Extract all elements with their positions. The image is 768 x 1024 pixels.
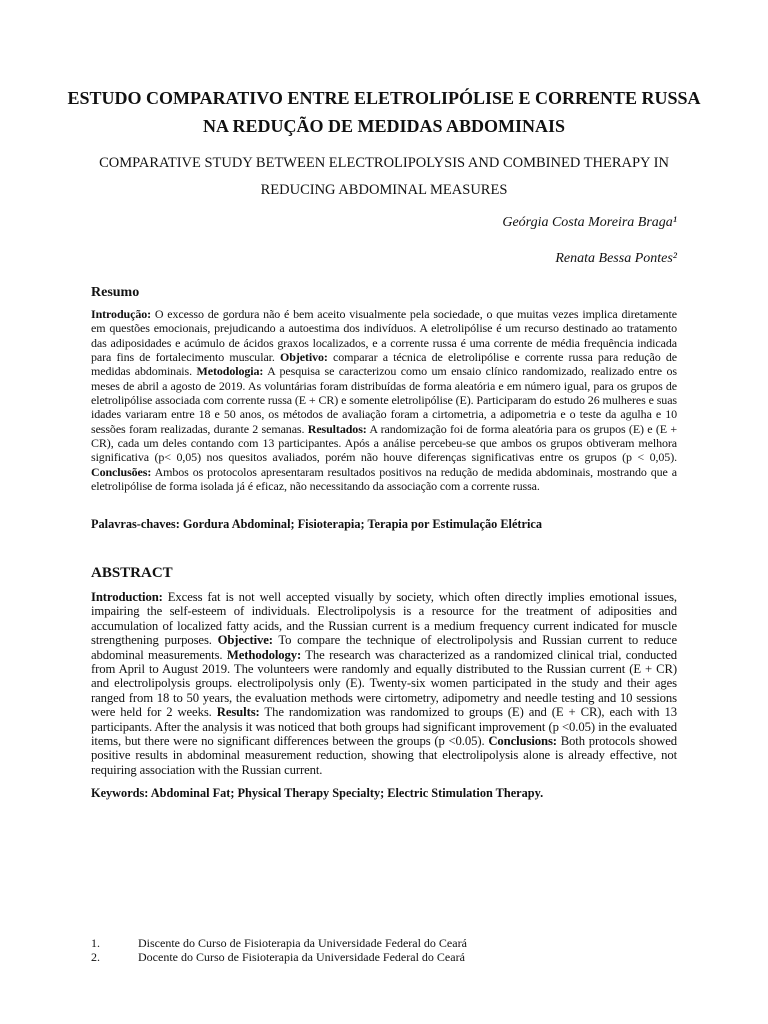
paper-subtitle: COMPARATIVE STUDY BETWEEN ELECTROLIPOLYSIS AND COMBINED THERAPY IN REDUCING ABDOMINAL MEASURES xyxy=(99,155,669,198)
abstract-method-label: Methodology: xyxy=(226,647,302,662)
resumo-conclusion-label: Conclusões: xyxy=(91,464,152,479)
footnote-number: 1. xyxy=(91,936,100,950)
paper-title: ESTUDO COMPARATIVO ENTRE ELETROLIPÓLISE E CORRENTE RUSSA NA REDUÇÃO DE MEDIDAS ABDOMINAIS xyxy=(67,88,701,136)
resumo-method-text: A pesquisa se caracterizou como um ensaio clínico randomizado, realizado entre os meses de abril a agosto de 2019. As voluntárias foram distribuídas de forma aleatória e em número igual, para os grupos de eletrolipólise associada com corrente russa (E + CR) e somente eletrolipólise (E). Participaram do estudo 26 mulheres e suas idades variaram entre 18 e 50 anos, os métodos de avaliação foram a cirtometria, a adipometria e o teste da agulha e 10 sessões foram realizadas, durante 2 semanas. xyxy=(91,364,677,436)
abstract-heading: ABSTRACT xyxy=(91,565,173,581)
footnote-2 xyxy=(91,950,691,964)
footnotes xyxy=(91,936,691,964)
author-1: Geórgia Costa Moreira Braga¹ xyxy=(502,215,677,230)
author-2: Renata Bessa Pontes² xyxy=(555,251,677,266)
resumo-results-text: A randomização foi de forma aleatória para os grupos (E) e (E + CR), cada um deles contando com 13 participantes. Após a análise percebeu-se que ambos os grupos obtiveram melhora significativa (p< 0,05) nos quesitos avaliados, porém não houve diferenças significativas entre os grupos (p < 0,05). xyxy=(91,421,677,465)
resumo-objective-label: Objetivo: xyxy=(280,350,328,365)
abstract-conclusion-label: Conclusions: xyxy=(488,734,557,749)
resumo-conclusion-text: Ambos os protocolos apresentaram resultados positivos na redução de medida abdominais, mostrando que a eletrolipólise de forma isolada já é eficaz, não necessitando da associação com a corrente russa. xyxy=(91,464,677,494)
abstract-method-text: The research was characterized as a randomized clinical trial, conducted from April to August 2019. The volunteers were randomly and equally distributed to the Russian current (E + CR) and electrolipolysis groups. electrolipolysis only (E). Twenty-six women participated in the study and their ages ranged from 18 to 50 years, the evaluation methods were cirtometry, adipometry and needle testing and 10 sessions were held for 2 weeks. xyxy=(91,647,677,720)
abstract-intro-text: Excess fat is not well accepted visually by society, which often directly implies emotional issues, impairing the self-esteem of individuals. Electrolipolysis is a resource for the treatment of adiposities and accumulation of localized fatty acids, and the Russian current is a medium frequency current indicated for muscle strengthening purposes. xyxy=(91,590,677,648)
footnote-text: Discente do Curso de Fisioterapia da Universidade Federal do Ceará xyxy=(138,936,467,950)
resumo-results-label: Resultados: xyxy=(307,421,367,436)
abstract-results-label: Results: xyxy=(216,705,260,720)
abstract-paragraph xyxy=(91,590,677,777)
footnote-text: Docente do Curso de Fisioterapia da Universidade Federal do Ceará xyxy=(138,950,465,964)
abstract-objective-label: Objective: xyxy=(217,633,273,648)
resumo-heading: Resumo xyxy=(91,285,140,300)
resumo-objective-text: comparar a técnica de eletrolipólise e corrente russa para redução de medidas abdominais. xyxy=(91,350,677,379)
resumo-method-label: Metodologia: xyxy=(196,364,264,379)
abstract-keywords: Keywords: Abdominal Fat; Physical Therapy Specialty; Electric Stimulation Therapy. xyxy=(91,786,544,800)
resumo-paragraph xyxy=(91,307,677,493)
resumo-intro-text: O excesso de gordura não é bem aceito visualmente pela sociedade, o que muitas vezes implica diretamente em questões emocionais, prejudicando a autoestima dos indivíduos. A eletrolipólise é um recurso destinado ao tratamento das adiposidades e acúmulo de ácidos graxos localizados, e a corrente russa é uma corrente de média frequência indicada para fins de fortalecimento muscular. xyxy=(91,307,677,365)
footnote-1 xyxy=(91,936,691,950)
resumo-keywords: Palavras-chaves: Gordura Abdominal; Fisioterapia; Terapia por Estimulação Elétrica xyxy=(91,517,542,531)
abstract-results-text: The randomization was randomized to groups (E) and (E + CR), each with 13 participants. After the analysis it was noticed that both groups had significant improvement (p <0.05) in the evaluated items, but there were no significant differences between the groups (p <0.05). xyxy=(91,705,677,749)
resumo-intro-label: Introdução: xyxy=(91,307,152,321)
footnote-number: 2. xyxy=(91,950,100,964)
abstract-intro-label: Introduction: xyxy=(91,590,163,604)
abstract-conclusion-text: Both protocols showed positive results in abdominal measurement reduction, showing that electrolipolysis alone is already effective, not requiring association with the Russian current. xyxy=(91,734,677,777)
abstract-objective-text: To compare the technique of electrolipolysis and Russian current to reduce abdominal measurements. xyxy=(91,633,677,662)
